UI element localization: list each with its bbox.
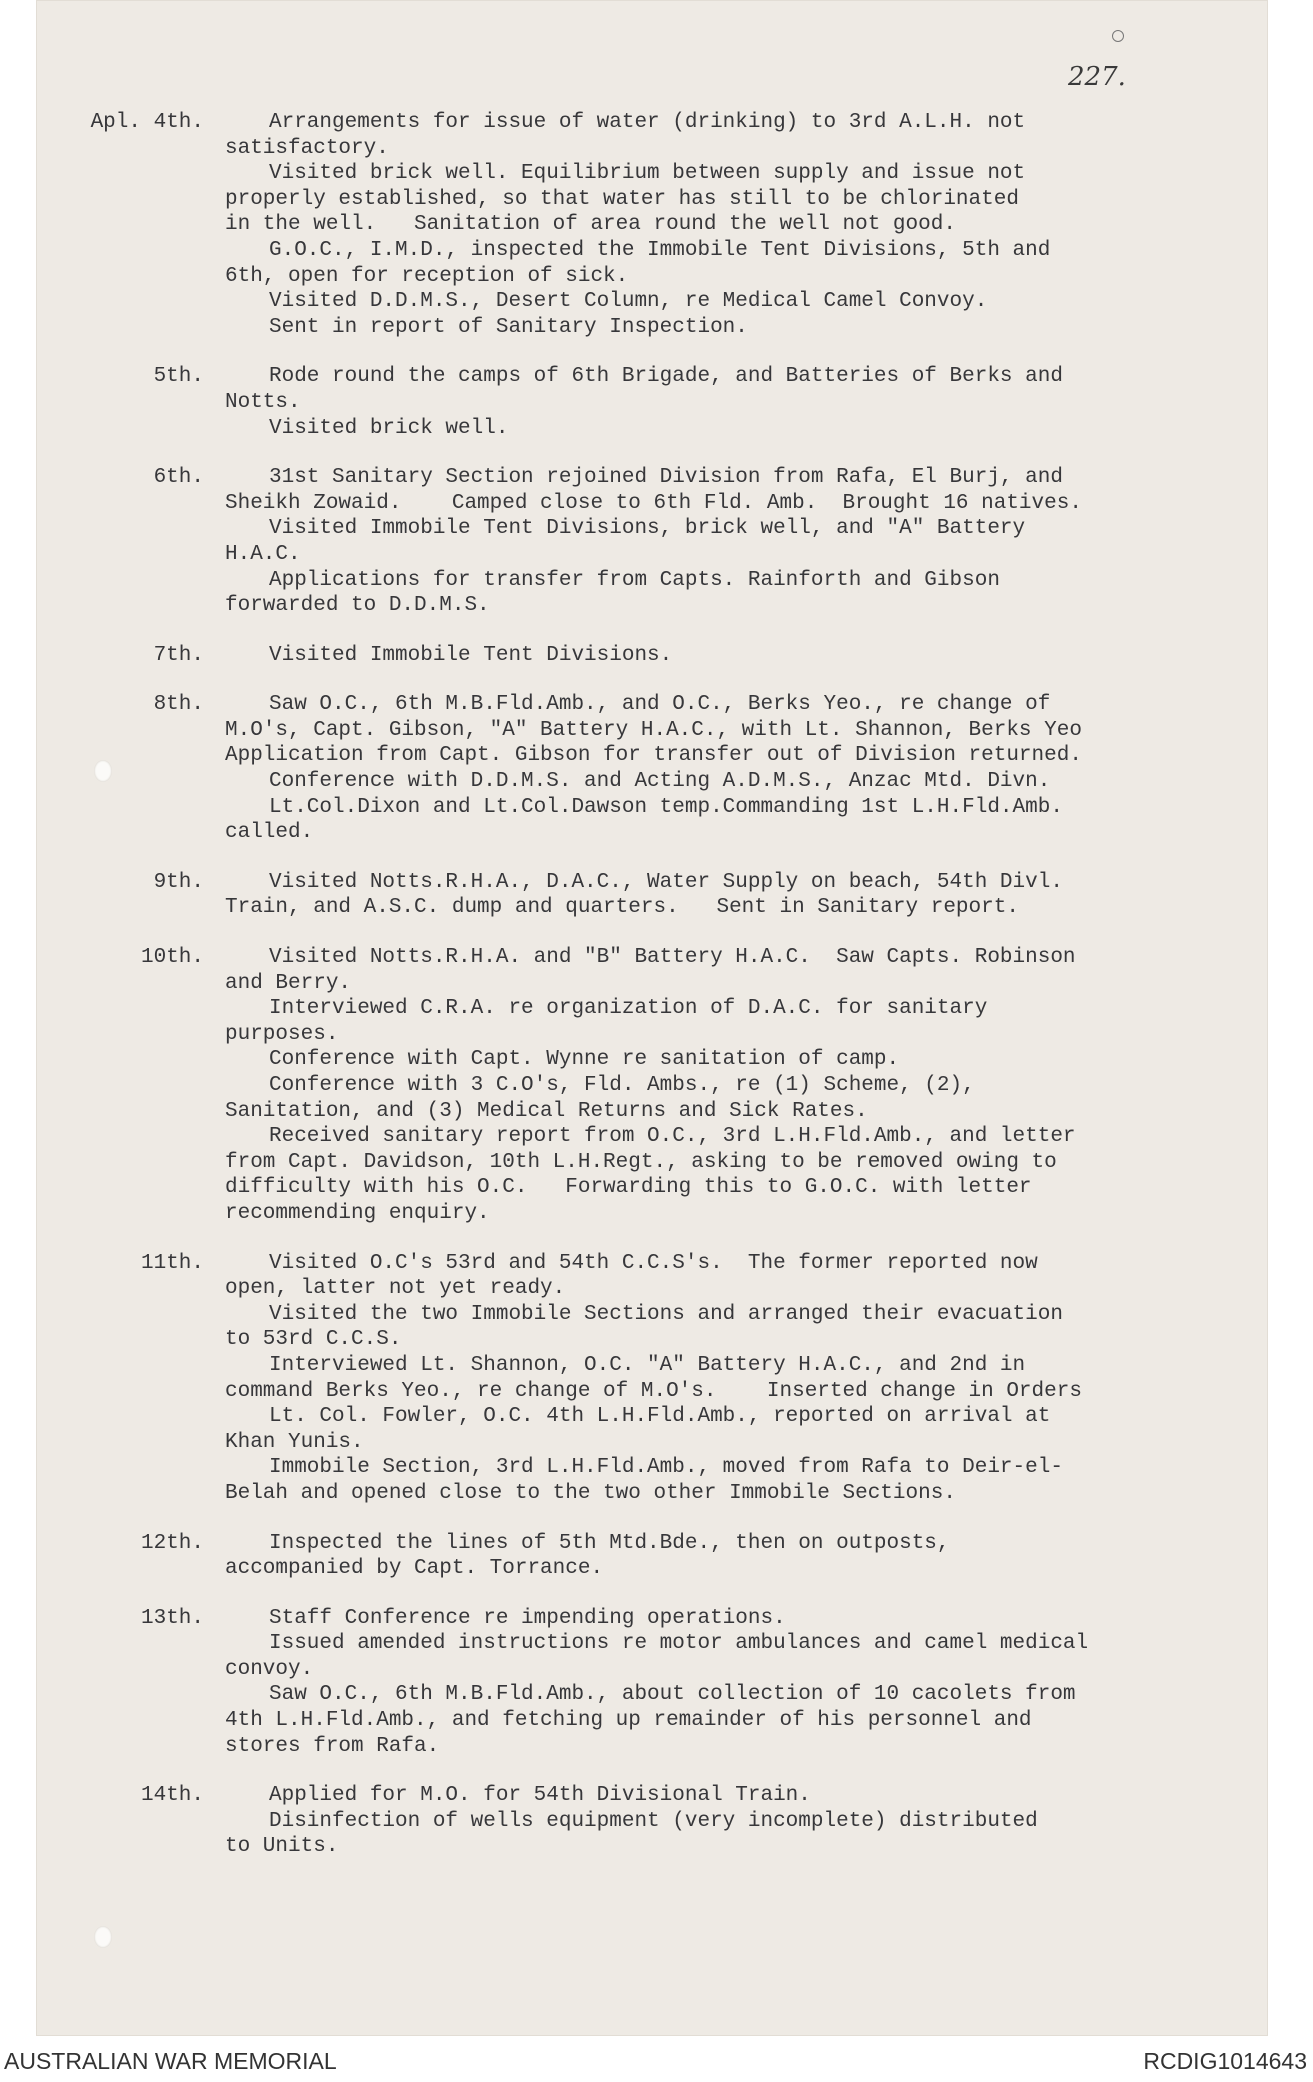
entry-line: 4th L.H.Fld.Amb., and fetching up remainder of his personnel and bbox=[225, 1709, 1032, 1733]
entry-line: Khan Yunis. bbox=[225, 1430, 364, 1454]
entry-date: 5th. bbox=[153, 365, 204, 389]
entry-line: Sanitation, and (3) Medical Returns and Sick Rates. bbox=[225, 1099, 868, 1123]
entry-line: Visited Notts.R.H.A. and "B" Battery H.A.C. Saw Capts. Robinson bbox=[269, 946, 1076, 970]
entry-line: Belah and opened close to the two other Immobile Sections. bbox=[225, 1481, 956, 1505]
entry-line: to 53rd C.C.S. bbox=[225, 1328, 402, 1352]
entry-line: Saw O.C., 6th M.B.Fld.Amb., about collection of 10 cacolets from bbox=[269, 1683, 1076, 1707]
entry-line: Staff Conference re impending operations. bbox=[269, 1606, 786, 1630]
entry-line: difficulty with his O.C. Forwarding this to G.O.C. with letter bbox=[225, 1176, 1032, 1200]
diary-entry bbox=[36, 1606, 1268, 1760]
entry-line: Visited Immobile Tent Divisions, brick well, and "A" Battery bbox=[269, 517, 1026, 541]
archive-footer bbox=[0, 2036, 1313, 2082]
footer-institution: AUSTRALIAN WAR MEMORIAL bbox=[4, 2048, 337, 2074]
entry-line: to Units. bbox=[225, 1835, 339, 1859]
diary-entry bbox=[36, 643, 1268, 669]
entry-date: 12th. bbox=[140, 1531, 204, 1555]
entry-line: Saw O.C., 6th M.B.Fld.Amb., and O.C., Berks Yeo., re change of bbox=[269, 693, 1051, 717]
entry-line: Visited Immobile Tent Divisions. bbox=[269, 643, 673, 667]
entry-line: Application from Capt. Gibson for transfer out of Division returned. bbox=[225, 744, 1082, 768]
entry-date: 7th. bbox=[153, 643, 204, 667]
entry-line: convoy. bbox=[225, 1657, 314, 1681]
entry-line: open, latter not yet ready. bbox=[225, 1277, 566, 1301]
entry-line: accompanied by Capt. Torrance. bbox=[225, 1557, 604, 1581]
entry-line: Applications for transfer from Capts. Rainforth and Gibson bbox=[269, 568, 1000, 592]
entry-date: 13th. bbox=[140, 1606, 204, 1630]
folio-number: 227. bbox=[1068, 62, 1126, 92]
diary-entry bbox=[36, 1251, 1268, 1507]
entry-line: Visited the two Immobile Sections and arranged their evacuation bbox=[269, 1302, 1063, 1326]
entry-line: Visited brick well. Equilibrium between supply and issue not bbox=[269, 162, 1026, 186]
entry-date: 11th. bbox=[140, 1251, 204, 1275]
entry-line: Lt. Col. Fowler, O.C. 4th L.H.Fld.Amb., reported on arrival at bbox=[269, 1405, 1051, 1429]
entry-line: purposes. bbox=[225, 1022, 339, 1046]
entry-date: 14th. bbox=[140, 1784, 204, 1808]
diary-entry bbox=[36, 870, 1268, 921]
entry-line: called. bbox=[225, 821, 314, 845]
punch-hole bbox=[94, 1926, 112, 1948]
entry-line: Lt.Col.Dixon and Lt.Col.Dawson temp.Commanding 1st L.H.Fld.Amb. bbox=[269, 795, 1063, 819]
entry-line: Conference with D.D.M.S. and Acting A.D.M.S., Anzac Mtd. Divn. bbox=[269, 770, 1051, 794]
entry-line: in the well. Sanitation of area round the well not good. bbox=[225, 213, 956, 237]
entry-line: Sent in report of Sanitary Inspection. bbox=[269, 315, 748, 339]
entry-line: recommending enquiry. bbox=[225, 1201, 490, 1225]
entry-date: 6th. bbox=[153, 466, 204, 490]
entry-line: properly established, so that water has still to be chlorinated bbox=[225, 187, 1019, 211]
diary-entry bbox=[36, 364, 1268, 441]
footer-record-id: RCDIG1014643 bbox=[1143, 2048, 1307, 2074]
entry-line: H.A.C. bbox=[225, 542, 301, 566]
diary-entry bbox=[36, 110, 1268, 340]
entry-line: Visited D.D.M.S., Desert Column, re Medical Camel Convoy. bbox=[269, 290, 988, 314]
entry-line: G.O.C., I.M.D., inspected the Immobile Tent Divisions, 5th and bbox=[269, 238, 1051, 262]
entry-line: 31st Sanitary Section rejoined Division from Rafa, El Burj, and bbox=[269, 466, 1063, 490]
circle-mark bbox=[1112, 30, 1124, 42]
diary-entry bbox=[36, 1783, 1268, 1860]
entry-line: Train, and A.S.C. dump and quarters. Sent in Sanitary report. bbox=[225, 896, 1019, 920]
entry-line: from Capt. Davidson, 10th L.H.Regt., asking to be removed owing to bbox=[225, 1150, 1057, 1174]
entry-line: Received sanitary report from O.C., 3rd L.H.Fld.Amb., and letter bbox=[269, 1125, 1076, 1149]
diary-entry bbox=[36, 1531, 1268, 1582]
entry-line: Arrangements for issue of water (drinking) to 3rd A.L.H. not bbox=[269, 111, 1026, 134]
entry-line: Interviewed C.R.A. re organization of D.A.C. for sanitary bbox=[269, 997, 988, 1021]
entry-line: Disinfection of wells equipment (very incomplete) distributed bbox=[269, 1809, 1038, 1833]
entry-line: and Berry. bbox=[225, 971, 352, 995]
entry-line: Inspected the lines of 5th Mtd.Bde., then on outposts, bbox=[269, 1531, 950, 1555]
entry-line: stores from Rafa. bbox=[225, 1734, 440, 1758]
entry-line: forwarded to D.D.M.S. bbox=[225, 594, 490, 618]
entry-line: Applied for M.O. for 54th Divisional Train. bbox=[269, 1784, 811, 1808]
entry-line: Sheikh Zowaid. Camped close to 6th Fld. Amb. Brought 16 natives. bbox=[225, 491, 1082, 515]
entry-line: Visited Notts.R.H.A., D.A.C., Water Supply on beach, 54th Divl. bbox=[269, 870, 1063, 894]
entry-line: M.O's, Capt. Gibson, "A" Battery H.A.C., with Lt. Shannon, Berks Yeo bbox=[225, 718, 1082, 742]
entry-line: Conference with 3 C.O's, Fld. Ambs., re (1) Scheme, (2), bbox=[269, 1074, 975, 1097]
entry-date: Apl. 4th. bbox=[90, 111, 204, 134]
entry-line: Conference with Capt. Wynne re sanitation of camp. bbox=[269, 1048, 900, 1072]
entry-line: command Berks Yeo., re change of M.O's. Inserted change in Orders bbox=[225, 1379, 1082, 1403]
entry-line: satisfactory. bbox=[225, 136, 389, 160]
entry-date: 8th. bbox=[153, 693, 204, 717]
entry-line: Rode round the camps of 6th Brigade, and Batteries of Berks and bbox=[269, 365, 1063, 389]
entry-date: 10th. bbox=[140, 946, 204, 970]
entry-line: Immobile Section, 3rd L.H.Fld.Amb., moved from Rafa to Deir-el- bbox=[269, 1456, 1063, 1480]
entry-line: Visited O.C's 53rd and 54th C.C.S's. The former reported now bbox=[269, 1251, 1038, 1275]
entry-line: Notts. bbox=[225, 390, 301, 414]
entry-line: Visited brick well. bbox=[269, 416, 509, 440]
entry-date: 9th. bbox=[153, 870, 204, 894]
entry-line: Issued amended instructions re motor ambulances and camel medical bbox=[269, 1632, 1089, 1656]
entry-line: Interviewed Lt. Shannon, O.C. "A" Battery H.A.C., and 2nd in bbox=[269, 1353, 1026, 1377]
entry-line: 6th, open for reception of sick. bbox=[225, 264, 629, 288]
diary-entries bbox=[36, 110, 1268, 1884]
diary-entry bbox=[36, 692, 1268, 846]
diary-entry bbox=[36, 945, 1268, 1227]
diary-entry bbox=[36, 465, 1268, 619]
